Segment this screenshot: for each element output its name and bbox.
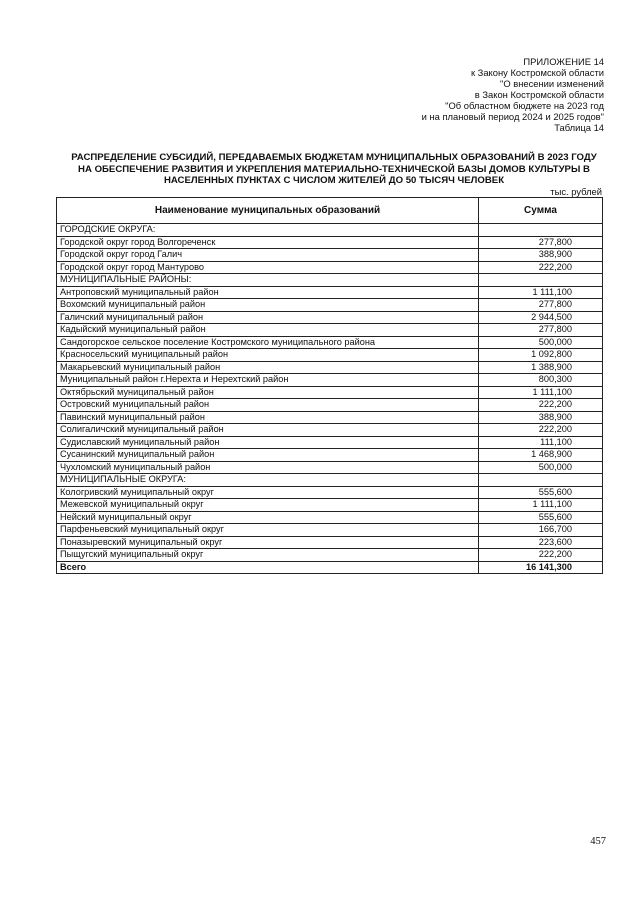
appendix-header xyxy=(422,56,604,133)
row-sum: 1 092,800 xyxy=(479,349,603,362)
row-sum: 500,000 xyxy=(479,461,603,474)
appendix-line: "Об областном бюджете на 2023 год xyxy=(445,100,604,111)
row-name: Кологривский муниципальный округ xyxy=(57,486,479,499)
page-number: 457 xyxy=(590,836,606,847)
title-line: НАСЕЛЕННЫХ ПУНКТАХ С ЧИСЛОМ ЖИТЕЛЕЙ ДО 50 ТЫСЯЧ ЧЕЛОВЕК xyxy=(163,175,505,186)
row-sum: 2 944,500 xyxy=(479,311,603,324)
row-sum: 555,600 xyxy=(479,511,603,524)
appendix-line: и на плановый период 2024 и 2025 годов" xyxy=(421,111,604,122)
row-name: Антроповский муниципальный район xyxy=(57,286,479,299)
row-sum: 111,100 xyxy=(479,436,603,449)
table-row xyxy=(57,399,603,412)
row-name: Сусанинский муниципальный район xyxy=(57,449,479,462)
table-row xyxy=(57,299,603,312)
table-row xyxy=(57,349,603,362)
table-row xyxy=(57,274,603,287)
table-row xyxy=(57,286,603,299)
row-sum xyxy=(479,474,603,487)
row-name: МУНИЦИПАЛЬНЫЕ РАЙОНЫ: xyxy=(57,274,479,287)
row-name: Октябрьский муниципальный район xyxy=(57,386,479,399)
appendix-line: ПРИЛОЖЕНИЕ 14 xyxy=(523,56,604,67)
row-sum: 222,200 xyxy=(479,549,603,562)
document-title xyxy=(56,152,612,187)
row-sum: 277,800 xyxy=(479,299,603,312)
row-name: Городской округ город Волгореченск xyxy=(57,236,479,249)
row-name: Судиславский муниципальный район xyxy=(57,436,479,449)
row-sum: 166,700 xyxy=(479,524,603,537)
row-sum: 277,800 xyxy=(479,236,603,249)
row-name: Кадыйский муниципальный район xyxy=(57,324,479,337)
title-line: РАСПРЕДЕЛЕНИЕ СУБСИДИЙ, ПЕРЕДАВАЕМЫХ БЮДЖЕТАМ МУНИЦИПАЛЬНЫХ ОБРАЗОВАНИЙ В 2023 ГОДУ xyxy=(71,152,597,163)
row-name: Вохомский муниципальный район xyxy=(57,299,479,312)
table-row xyxy=(57,311,603,324)
total-row xyxy=(57,561,603,574)
row-sum xyxy=(479,274,603,287)
table-row xyxy=(57,424,603,437)
appendix-line: "О внесении изменений xyxy=(500,78,604,89)
row-name: Галичский муниципальный район xyxy=(57,311,479,324)
table-row xyxy=(57,236,603,249)
row-sum: 1 111,100 xyxy=(479,286,603,299)
row-name: ГОРОДСКИЕ ОКРУГА: xyxy=(57,224,479,237)
table-row xyxy=(57,224,603,237)
row-sum: 1 111,100 xyxy=(479,499,603,512)
table-row xyxy=(57,474,603,487)
row-sum: 222,200 xyxy=(479,424,603,437)
table-row xyxy=(57,411,603,424)
row-sum: 388,900 xyxy=(479,411,603,424)
row-sum: 222,200 xyxy=(479,261,603,274)
table-row xyxy=(57,361,603,374)
table-row xyxy=(57,449,603,462)
table-row xyxy=(57,536,603,549)
table-row xyxy=(57,336,603,349)
row-name: Островский муниципальный район xyxy=(57,399,479,412)
table-row xyxy=(57,374,603,387)
table-row xyxy=(57,261,603,274)
row-sum: 555,600 xyxy=(479,486,603,499)
row-name: МУНИЦИПАЛЬНЫЕ ОКРУГА: xyxy=(57,474,479,487)
row-sum: 388,900 xyxy=(479,249,603,262)
row-sum: 1 388,900 xyxy=(479,361,603,374)
table-row xyxy=(57,499,603,512)
appendix-line: Таблица 14 xyxy=(554,122,604,133)
table-row xyxy=(57,249,603,262)
table-row xyxy=(57,486,603,499)
table-body xyxy=(57,224,603,574)
row-sum: 222,200 xyxy=(479,399,603,412)
row-name: Поназыревский муниципальный округ xyxy=(57,536,479,549)
row-name: Красносельский муниципальный район xyxy=(57,349,479,362)
row-sum: 277,800 xyxy=(479,324,603,337)
table-row xyxy=(57,324,603,337)
row-sum: 223,600 xyxy=(479,536,603,549)
row-name: Сандогорское сельское поселение Костромского муниципального района xyxy=(57,336,479,349)
table-header-row xyxy=(57,198,603,224)
row-name: Павинский муниципальный район xyxy=(57,411,479,424)
title-line: НА ОБЕСПЕЧЕНИЕ РАЗВИТИЯ И УКРЕПЛЕНИЯ МАТЕРИАЛЬНО-ТЕХНИЧЕСКОЙ БАЗЫ ДОМОВ КУЛЬТУРЫ В xyxy=(78,163,590,175)
row-sum: 1 111,100 xyxy=(479,386,603,399)
table-row xyxy=(57,461,603,474)
table-row xyxy=(57,436,603,449)
table-row xyxy=(57,524,603,537)
row-sum: 500,000 xyxy=(479,336,603,349)
row-name: Муниципальный район г.Нерехта и Нерехтский район xyxy=(57,374,479,387)
header-sum: Сумма xyxy=(479,198,603,224)
row-name: Пыщугский муниципальный округ xyxy=(57,549,479,562)
table-row xyxy=(57,511,603,524)
row-name: Городской округ город Галич xyxy=(57,249,479,262)
table-row xyxy=(57,386,603,399)
row-name: Межевской муниципальный округ xyxy=(57,499,479,512)
row-name: Парфеньевский муниципальный округ xyxy=(57,524,479,537)
row-sum: 1 468,900 xyxy=(479,449,603,462)
row-sum: 800,300 xyxy=(479,374,603,387)
row-sum xyxy=(479,224,603,237)
appendix-line: к Закону Костромской области xyxy=(470,67,604,78)
row-name: Чухломский муниципальный район xyxy=(57,461,479,474)
appendix-line: в Закон Костромской области xyxy=(474,89,604,100)
units-label: тыс. рублей xyxy=(550,186,602,197)
row-name: Нейский муниципальный округ xyxy=(57,511,479,524)
row-name: Городской округ город Мантурово xyxy=(57,261,479,274)
table-row xyxy=(57,549,603,562)
row-name: Всего xyxy=(57,561,479,574)
row-name: Макарьевский муниципальный район xyxy=(57,361,479,374)
row-sum: 16 141,300 xyxy=(479,561,603,574)
subsidies-table xyxy=(56,197,603,574)
header-name: Наименование муниципальных образований xyxy=(57,198,479,224)
row-name: Солигаличский муниципальный район xyxy=(57,424,479,437)
